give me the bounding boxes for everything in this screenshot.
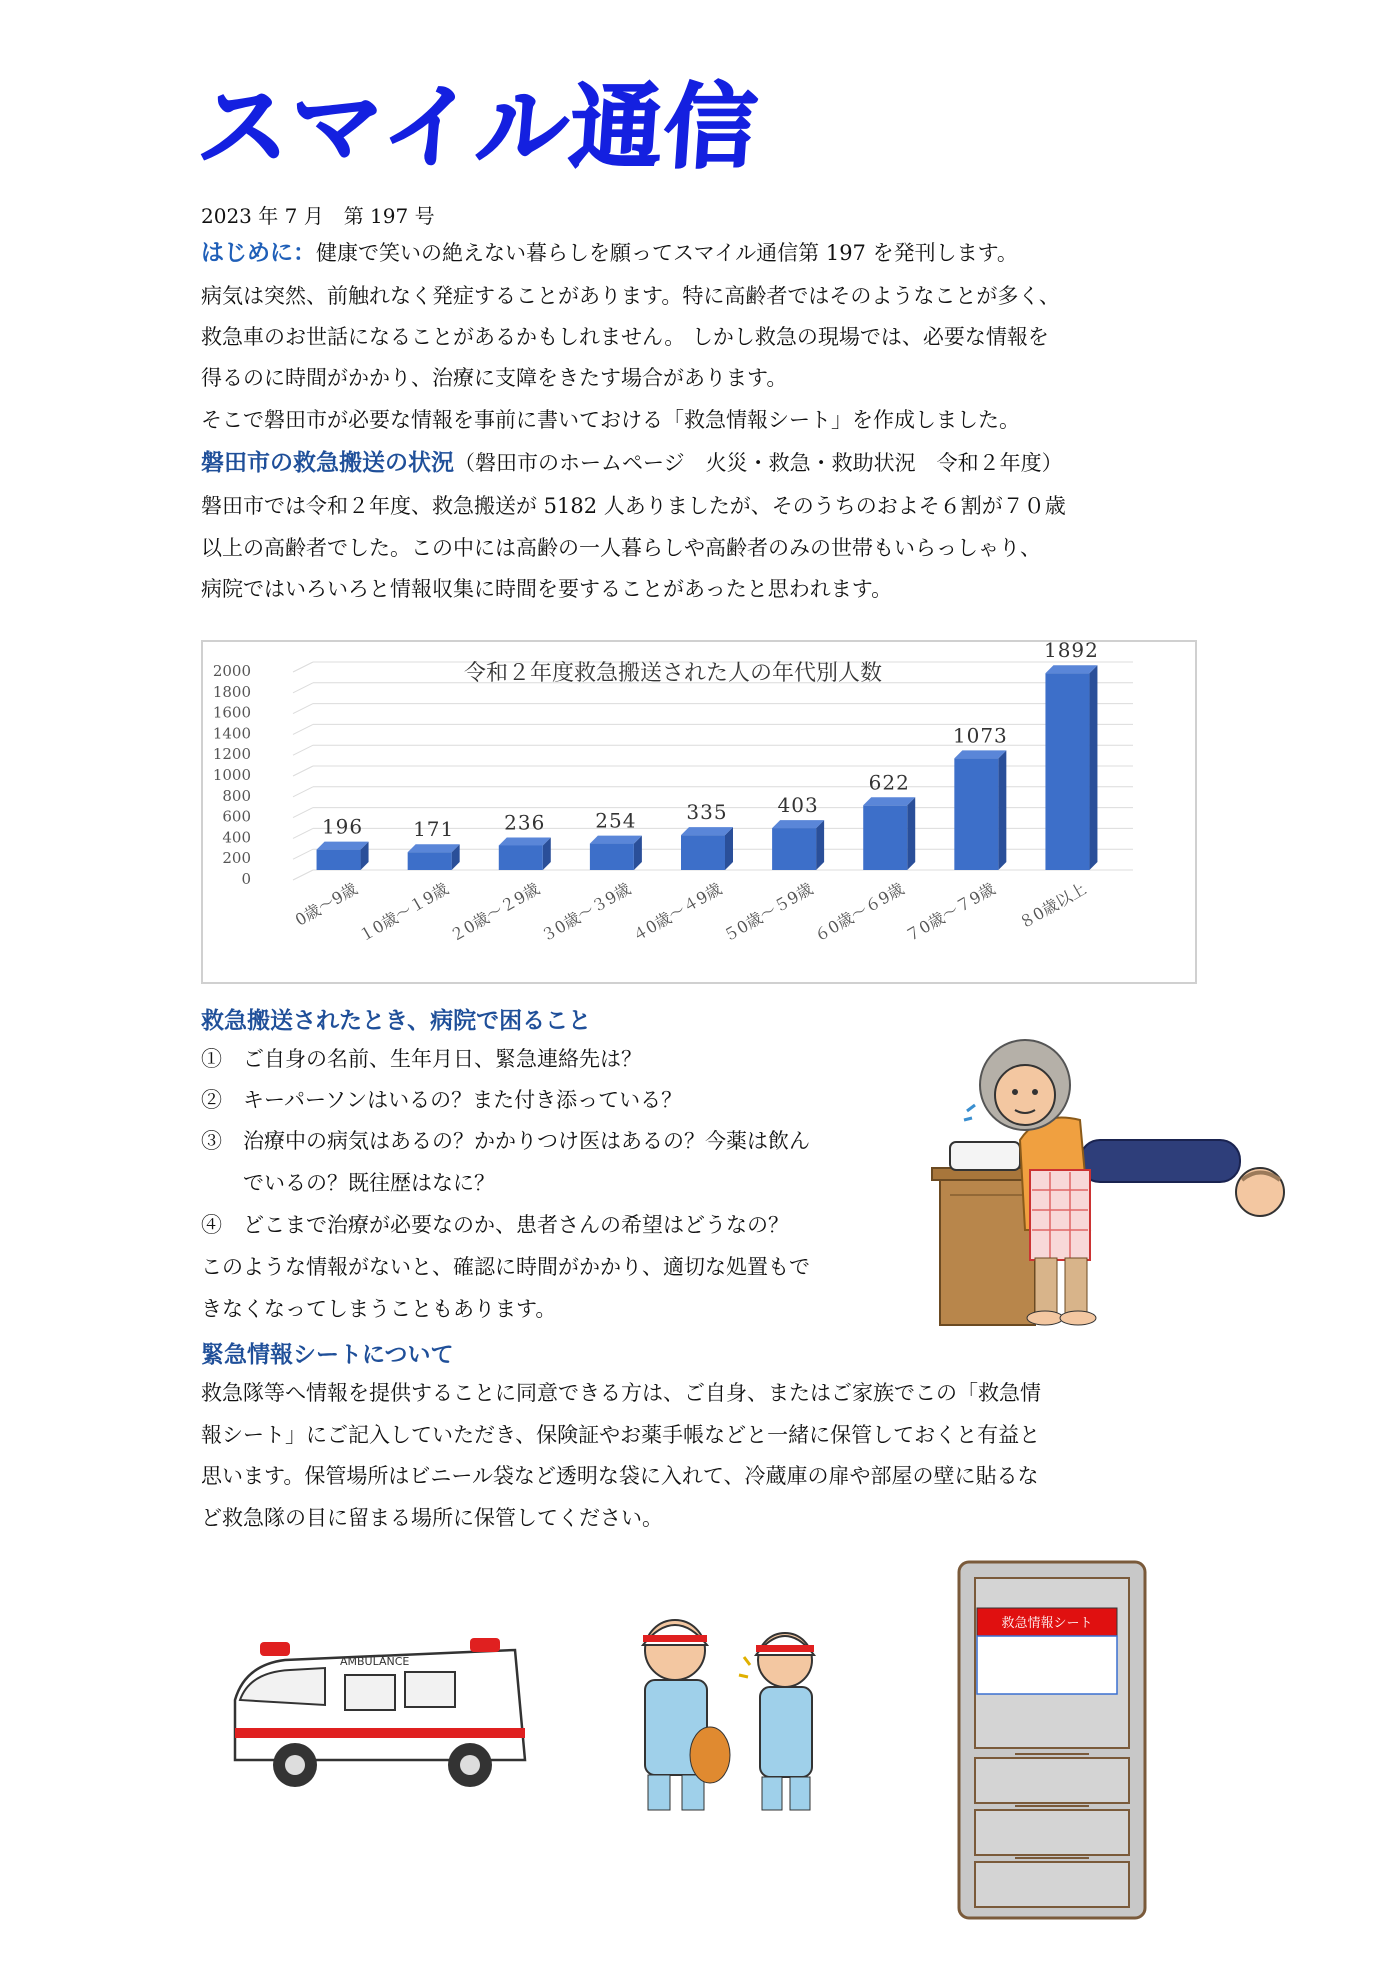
refrigerator-illustration <box>955 1558 1150 1924</box>
y-tick-label: 400 <box>222 828 251 847</box>
situation-line-1: 磐田市では令和２年度、救急搬送が 5182 人ありましたが、そのうちのおよそ６割が７０歳 <box>201 494 1066 518</box>
category-label: ４0歳～４9歳 <box>628 879 725 946</box>
category-label: 0歳～9歳 <box>291 879 361 930</box>
bar-top <box>681 827 733 835</box>
category-label: ８0歳以上 <box>1015 879 1090 933</box>
y-tick-label: 0 <box>241 870 251 888</box>
trouble-line-4: でいるの？既往歴はなに？ <box>201 1171 495 1195</box>
sheet-line-4: ど救急隊の目に留まる場所に保管してください。 <box>201 1506 663 1530</box>
paramedics-illustration <box>610 1605 850 1820</box>
bar-top <box>499 837 551 845</box>
bar-value-label: 622 <box>868 770 910 795</box>
situation-line-3: 病院ではいろいろと情報収集に時間を要することがあったと思われます。 <box>201 577 893 601</box>
fridge-sheet-label: 救急情報シート <box>1001 1616 1093 1631</box>
category-label: ２0歳～２9歳 <box>446 879 543 946</box>
bar <box>1045 673 1089 870</box>
age-group-chart <box>201 640 1197 984</box>
trouble-heading: 救急搬送されたとき、病院で困ること <box>201 1008 592 1034</box>
ambulance-illustration <box>215 1610 545 1810</box>
bar-top <box>954 750 1006 758</box>
gridline-diag <box>293 724 313 734</box>
y-tick-label: 2000 <box>212 662 251 680</box>
category-label: ５0歳～５9歳 <box>719 879 817 946</box>
bar <box>317 850 361 870</box>
bar-value-label: 171 <box>413 817 455 842</box>
y-tick-label: 1400 <box>212 724 251 743</box>
gridline-diag <box>293 745 313 755</box>
gridline-diag <box>293 787 313 797</box>
intro-line-4: 得るのに時間がかかり、治療に支障をきたす場合があります。 <box>201 366 788 390</box>
bar <box>681 835 725 870</box>
newsletter-title: スマイル通信 <box>194 74 763 181</box>
bar-value-label: 196 <box>321 814 364 839</box>
gridline-diag <box>293 870 313 880</box>
bar-value-label: 236 <box>504 810 546 835</box>
bar-top <box>772 820 824 828</box>
category-label: ６0歳～６9歳 <box>810 879 908 946</box>
bar-value-label: 254 <box>595 808 637 833</box>
gridline-diag <box>293 662 313 672</box>
bar-top <box>408 844 460 852</box>
gridline-diag <box>293 808 313 818</box>
y-tick-label: 1800 <box>212 682 251 701</box>
bar-top <box>317 842 369 850</box>
bar <box>499 845 543 870</box>
trouble-line-3: ③ 治療中の病気はあるの？かかりつけ医はあるの？今薬は飲ん <box>201 1129 810 1153</box>
y-tick-label: 800 <box>222 786 251 805</box>
bar-side <box>998 750 1006 870</box>
y-tick-label: 200 <box>222 849 251 868</box>
bar-side <box>907 797 915 870</box>
trouble-line-2: ② キーパーソンはいるの？また付き添っている？ <box>201 1088 683 1112</box>
intro-heading: はじめに： <box>201 240 316 266</box>
gridline-diag <box>293 683 313 693</box>
issue-number: 2023 年 7 月 第 197 号 <box>201 204 435 228</box>
situation-heading-line <box>201 448 1063 478</box>
category-label: ３0歳～３9歳 <box>537 879 634 946</box>
situation-source: （磐田市のホームページ 火災・救急・救助状況 令和２年度） <box>454 451 1063 475</box>
bar-top <box>863 797 915 805</box>
bar-value-label: 403 <box>777 793 819 818</box>
situation-heading: 磐田市の救急搬送の状況 <box>201 450 454 476</box>
intro-line-1: はじめに：健康で笑いの絶えない暮らしを願ってスマイル通信第 197 を発刊します。 <box>201 240 1018 266</box>
bar <box>408 852 452 870</box>
situation-line-2: 以上の高齢者でした。この中には高齢の一人暮らしや高齢者のみの世帯もいらっしゃり、 <box>201 536 1041 560</box>
sheet-line-3: 思います。保管場所はビニール袋など透明な袋に入れて、冷蔵庫の扉や部屋の壁に貼るな <box>201 1464 1039 1488</box>
chart-title: 令和２年度救急搬送された人の年代別人数 <box>463 661 883 686</box>
intro-line-5: そこで磐田市が必要な情報を事前に書いておける「救急情報シート」を作成しました。 <box>201 408 1020 432</box>
trouble-line-1: ① ご自身の名前、生年月日、緊急連絡先は？ <box>201 1047 642 1071</box>
bar-top <box>1045 665 1097 673</box>
sheet-line-1: 救急隊等へ情報を提供することに同意できる方は、ご自身、またはご家族でこの「救急情 <box>201 1381 1041 1405</box>
gridline-diag <box>293 828 313 838</box>
trouble-line-6: このような情報がないと、確認に時間がかかり、適切な処置もで <box>201 1255 810 1279</box>
category-label: ７0歳～７9歳 <box>901 879 999 946</box>
category-label: １0歳～１9歳 <box>355 879 452 946</box>
bar <box>590 844 634 870</box>
bar <box>863 805 907 870</box>
y-tick-label: 1200 <box>212 745 251 764</box>
bar-value-label: 335 <box>686 800 728 825</box>
trouble-line-5: ④ どこまで治療が必要なのか、患者さんの希望はどうなの？ <box>201 1213 789 1237</box>
chart-svg <box>203 642 1195 982</box>
gridline-diag <box>293 849 313 859</box>
bar-side <box>816 820 824 870</box>
intro-line-2: 病気は突然、前触れなく発症することがあります。特に高齢者ではそのようなことが多く、 <box>201 284 1060 308</box>
gridline-diag <box>293 704 313 714</box>
sheet-heading: 緊急情報シートについて <box>201 1342 454 1368</box>
bar-value-label: 1073 <box>952 723 1008 748</box>
gridline-diag <box>293 766 313 776</box>
y-tick-label: 1000 <box>212 766 251 784</box>
intro-line-3: 救急車のお世話になることがあるかもしれません。 しかし救急の現場では、必要な情報を <box>201 325 1049 349</box>
y-tick-label: 1600 <box>212 703 251 722</box>
ambulance-label: AMBULANCE <box>340 1655 410 1668</box>
y-tick-label: 600 <box>222 807 251 826</box>
bar-value-label: 1892 <box>1043 642 1099 663</box>
bar <box>954 758 998 870</box>
trouble-line-7: きなくなってしまうこともあります。 <box>201 1297 557 1321</box>
sheet-line-2: 報シート」にご記入していただき、保険証やお薬手帳などと一緒に保管しておくと有益と <box>201 1423 1041 1447</box>
elderly-emergency-illustration <box>930 1030 1310 1330</box>
bar-top <box>590 836 642 844</box>
bar-side <box>1089 665 1097 870</box>
bar <box>772 828 816 870</box>
